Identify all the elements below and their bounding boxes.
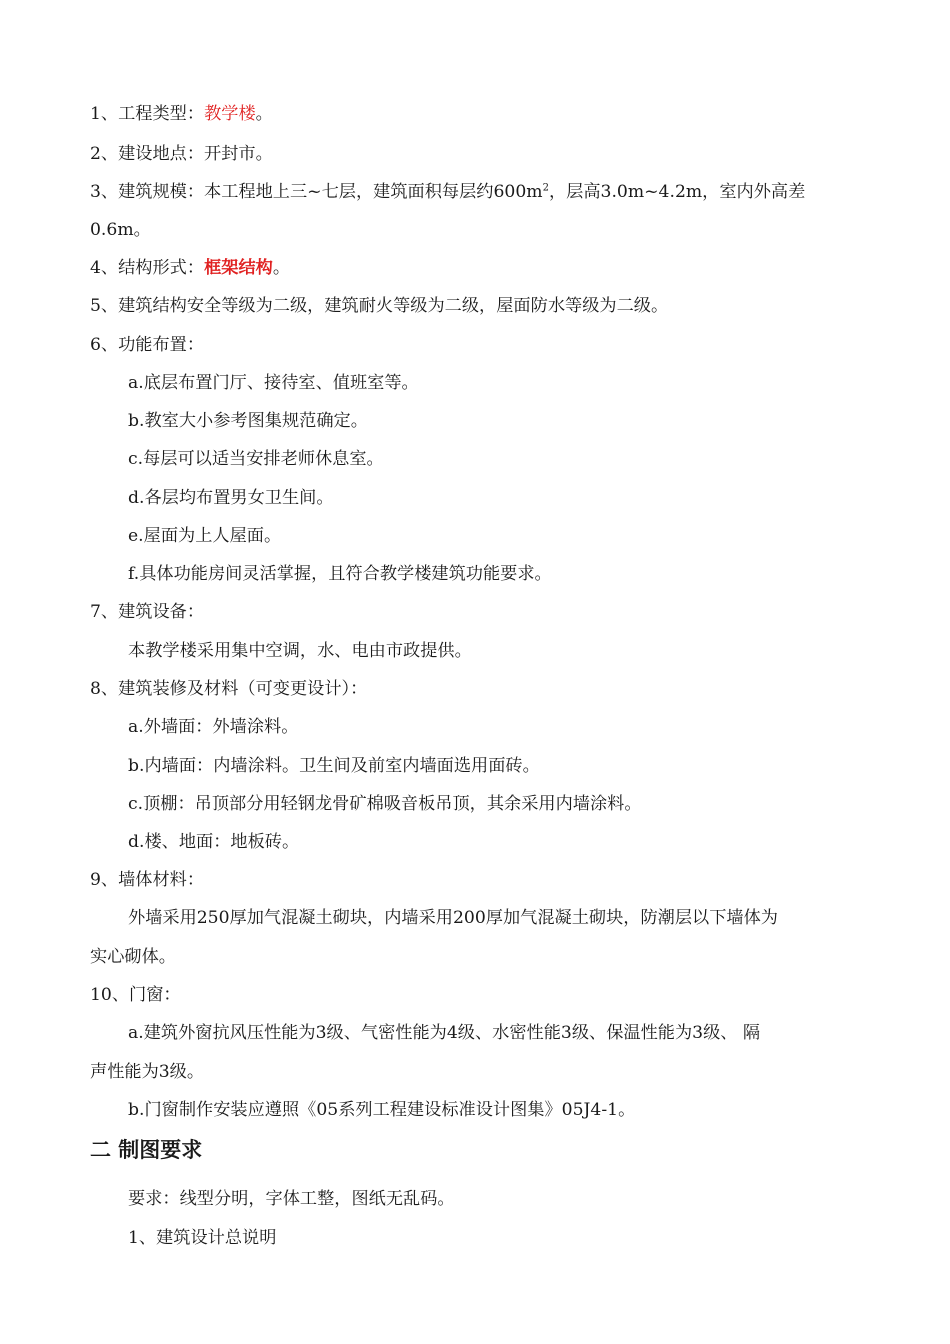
item-6: 6、功能布置： (90, 335, 205, 355)
item-1-suffix: 。 (255, 104, 273, 124)
item-3 (90, 181, 862, 203)
item-10: 10、门窗： (90, 985, 181, 1005)
item-8c: c.顶棚：吊顶部分用轻钢龙骨矿棉吸音板吊顶，其余采用内墙涂料。 (128, 794, 642, 814)
item-10a-continued: 声性能为3级。 (90, 1062, 205, 1082)
item-8a: a.外墙面：外墙涂料。 (128, 717, 299, 737)
item-9: 9、墙体材料： (90, 870, 205, 890)
item-3-text-a: 3、建筑规模：本工程地上三~七层，建筑面积每层约600m (90, 182, 543, 202)
item-1-highlight: 教学楼 (204, 104, 256, 124)
item-9-text-continued: 实心砌体。 (90, 947, 176, 967)
item-6b: b.教室大小参考图集规范确定。 (128, 411, 368, 431)
item-6c: c.每层可以适当安排老师休息室。 (128, 449, 384, 469)
item-4-label: 4、结构形式： (90, 258, 205, 278)
item-8: 8、建筑装修及材料（可变更设计）： (90, 679, 368, 699)
item-9-text: 外墙采用250厚加气混凝土砌块，内墙采用200厚加气混凝土砌块，防潮层以下墙体为 (128, 908, 778, 928)
item-10b: b.门窗制作安装应遵照《05系列工程建设标准设计图集》05J4-1。 (128, 1100, 636, 1120)
item-3-text-b: ，层高3.0m~4.2m，室内外高差 (548, 182, 806, 202)
item-5: 5、建筑结构安全等级为二级，建筑耐火等级为二级，屋面防水等级为二级。 (90, 296, 669, 316)
item-6a: a.底层布置门厅、接待室、值班室等。 (128, 373, 419, 393)
item-8b: b.内墙面：内墙涂料。卫生间及前室内墙面选用面砖。 (128, 756, 540, 776)
item-6e: e.屋面为上人屋面。 (128, 526, 282, 546)
item-4 (90, 257, 862, 279)
item-1-label: 1、工程类型： (90, 104, 205, 124)
item-7: 7、建筑设备： (90, 602, 205, 622)
item-4-suffix: 。 (272, 258, 291, 278)
item-6d: d.各层均布置男女卫生间。 (128, 488, 334, 508)
section-2-heading: 二 制图要求 (90, 1138, 203, 1162)
item-1 (90, 103, 862, 125)
item-3-continued: 0.6m。 (90, 220, 151, 240)
item-2: 2、建设地点：开封市。 (90, 144, 273, 164)
section-2-requirement: 要求：线型分明，字体工整，图纸无乱码。 (128, 1189, 455, 1209)
item-3-superscript: 2 (542, 182, 549, 194)
item-6f: f.具体功能房间灵活掌握，且符合教学楼建筑功能要求。 (128, 564, 552, 584)
item-7-text: 本教学楼采用集中空调，水、电由市政提供。 (128, 641, 472, 661)
item-4-highlight: 框架结构 (204, 258, 273, 278)
section-2-item-1: 1、建筑设计总说明 (128, 1228, 277, 1248)
item-10a: a.建筑外窗抗风压性能为3级、气密性能为4级、水密性能3级、保温性能为3级、 隔 (128, 1023, 761, 1043)
item-8d: d.楼、地面：地板砖。 (128, 832, 300, 852)
